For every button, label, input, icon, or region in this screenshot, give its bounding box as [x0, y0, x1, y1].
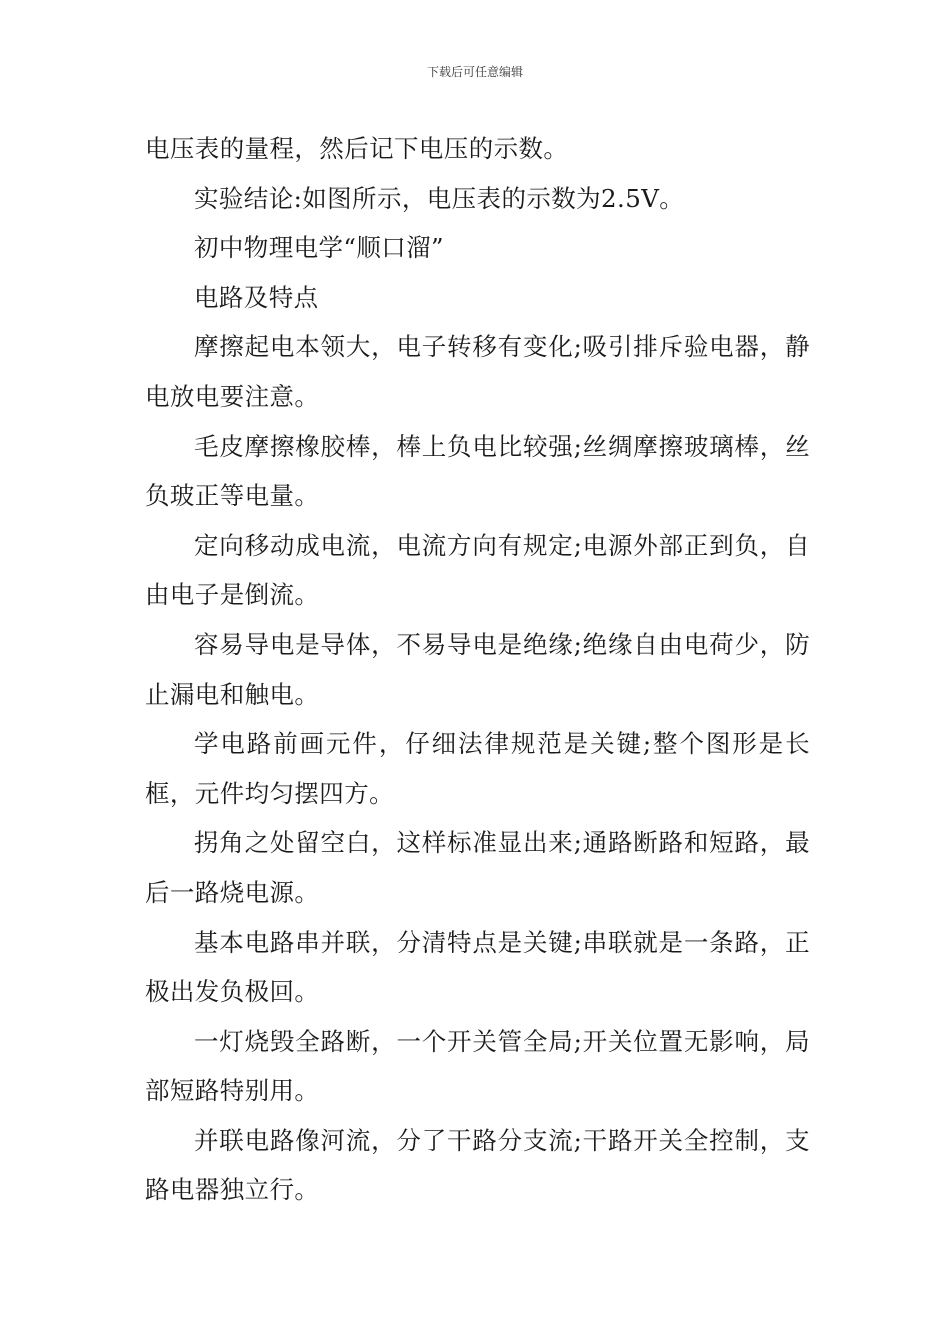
paragraph: 容易导电是导体，不易导电是绝缘;绝缘自由电荷少，防止漏电和触电。 [145, 629, 810, 709]
paragraph: 并联电路像河流，分了干路分支流;干路开关全控制，支路电器独立行。 [145, 1125, 810, 1205]
document-body [145, 124, 810, 1215]
section-heading-rhyme: 初中物理电学“顺口溜” [194, 233, 444, 263]
paragraph: 摩擦起电本领大，电子转移有变化;吸引排斥验电器，静电放电要注意。 [145, 332, 810, 411]
paragraph-continuation: 电压表的量程，然后记下电压的示数。 [145, 134, 569, 163]
subsection-heading-circuit: 电路及特点 [194, 282, 319, 312]
page-header: 下载后可任意编辑 [426, 65, 523, 79]
paragraph: 毛皮摩擦橡胶棒，棒上负电比较强;丝绸摩擦玻璃棒，丝负玻正等电量。 [145, 431, 810, 511]
paragraph: 基本电路串并联，分清特点是关键;串联就是一条路，正极出发负极回。 [145, 927, 810, 1007]
paragraph: 学电路前画元件，仔细法律规范是关键;整个图形是长框，元件均匀摆四方。 [145, 729, 810, 808]
paragraph: 拐角之处留空白，这样标准显出来;通路断路和短路，最后一路烧电源。 [145, 828, 810, 907]
paragraph: 一灯烧毁全路断，一个开关管全局;开关位置无影响，局部短路特别用。 [145, 1026, 810, 1106]
paragraph-experiment-conclusion: 实验结论:如图所示，电压表的示数为2.5V。 [194, 183, 685, 213]
paragraph: 定向移动成电流，电流方向有规定;电源外部正到负，自由电子是倒流。 [145, 530, 810, 610]
